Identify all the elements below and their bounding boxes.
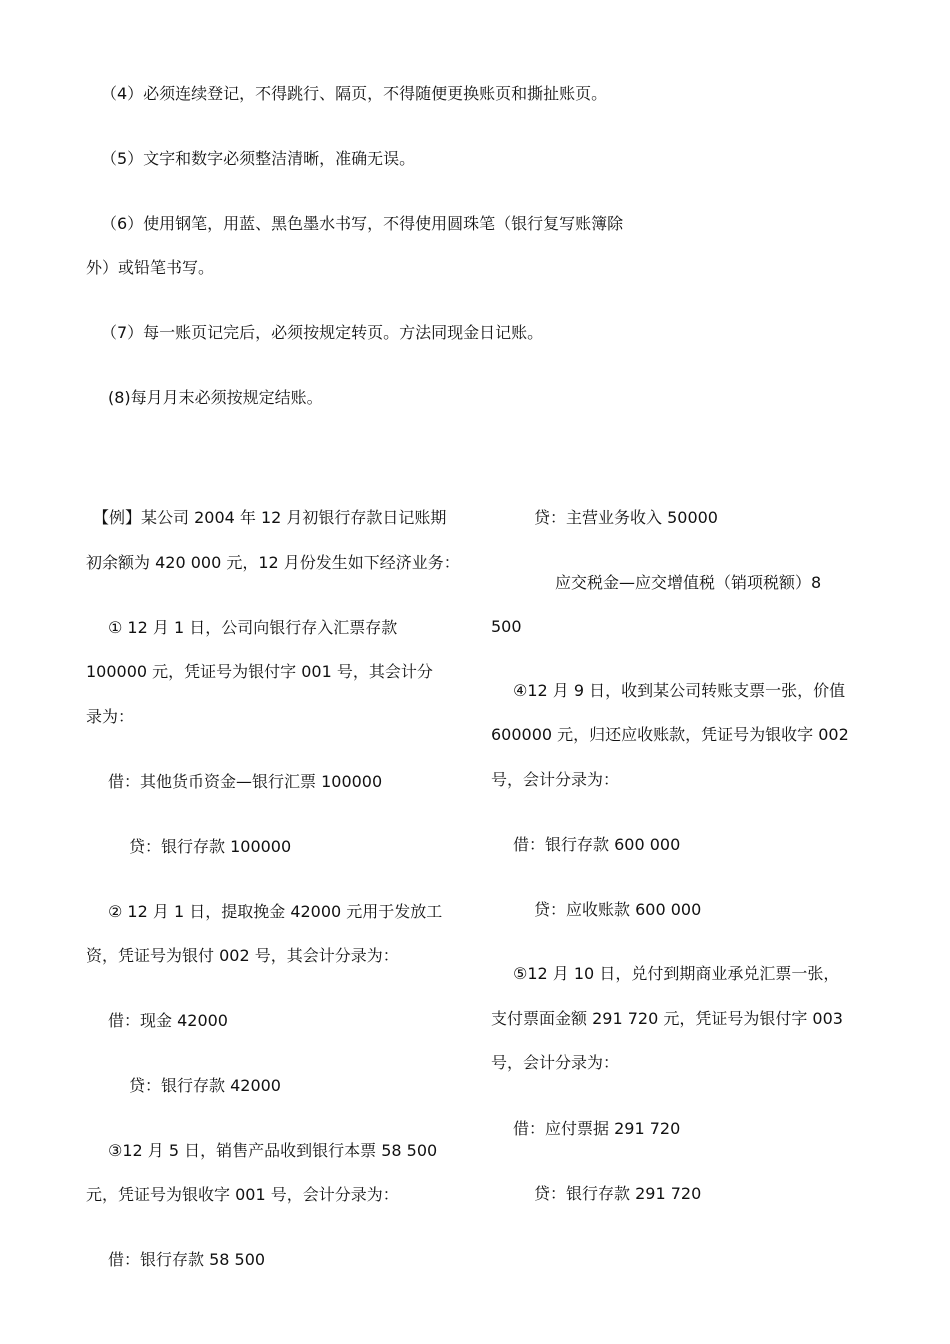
transaction-2-line-1: ② 12 月 1 日，提取挽金 42000 元用于发放工 — [108, 902, 443, 921]
transaction-2-debit: 借：现金 42000 — [108, 1011, 228, 1030]
transaction-2-credit: 贷：银行存款 42000 — [129, 1076, 281, 1095]
rule-8: (8)每月月末必须按规定结账。 — [108, 388, 323, 407]
transaction-2-line-2: 资，凭证号为银付 002 号，其会计分录为： — [86, 946, 399, 965]
transaction-1-line-3: 录为： — [86, 707, 135, 726]
transaction-1-debit: 借：其他货币资金—银行汇票 100000 — [108, 772, 383, 791]
transaction-1-credit: 贷：银行存款 100000 — [129, 837, 292, 856]
transaction-3-credit-line-2: 应交税金—应交增值税（销项税额）8 — [555, 573, 822, 592]
transaction-3-credit-line-3: 500 — [491, 617, 522, 636]
rule-4: （4）必须连续登记，不得跳行、隔页，不得随便更换账页和撕扯账页。 — [101, 84, 608, 103]
example-intro-line-2: 初余额为 420 000 元，12 月份发生如下经济业务： — [86, 553, 460, 572]
rule-6-line-2: 外）或铅笔书写。 — [86, 258, 215, 277]
transaction-4-debit: 借：银行存款 600 000 — [513, 835, 681, 854]
transaction-5-line-1: ⑤12 月 10 日，兑付到期商业承兑汇票一张， — [513, 964, 840, 983]
rule-7: （7）每一账页记完后，必须按规定转页。方法同现金日记账。 — [101, 323, 544, 342]
transaction-4-line-2: 600000 元，归还应收账款，凭证号为银收字 002 — [491, 725, 849, 744]
transaction-4-credit: 贷：应收账款 600 000 — [534, 900, 702, 919]
transaction-5-credit: 贷：银行存款 291 720 — [534, 1184, 702, 1203]
rule-5: （5）文字和数字必须整洁清晰，准确无误。 — [101, 149, 416, 168]
transaction-3-debit: 借：银行存款 58 500 — [108, 1250, 266, 1269]
transaction-5-debit: 借：应付票据 291 720 — [513, 1119, 681, 1138]
transaction-5-line-3: 号，会计分录为： — [491, 1053, 620, 1072]
transaction-3-credit-line-1: 贷：主营业务收入 50000 — [534, 508, 718, 527]
transaction-5-line-2: 支付票面金额 291 720 元，凭证号为银付字 003 — [491, 1009, 843, 1028]
rule-6-line-1: （6）使用钢笔，用蓝、黑色墨水书写，不得使用圆珠笔（银行复写账簿除 — [101, 214, 624, 233]
transaction-1-line-2: 100000 元，凭证号为银付字 001 号，其会计分 — [86, 662, 433, 681]
transaction-4-line-1: ④12 月 9 日，收到某公司转账支票一张，价值 — [513, 681, 846, 700]
transaction-3-line-2: 元，凭证号为银收字 001 号，会计分录为： — [86, 1185, 399, 1204]
transaction-1-line-1: ① 12 月 1 日，公司向银行存入汇票存款 — [108, 618, 398, 637]
transaction-4-line-3: 号，会计分录为： — [491, 770, 620, 789]
transaction-3-line-1: ③12 月 5 日，销售产品收到银行本票 58 500 — [108, 1141, 438, 1160]
example-intro-line-1: 【例】某公司 2004 年 12 月初银行存款日记账期 — [93, 508, 447, 527]
